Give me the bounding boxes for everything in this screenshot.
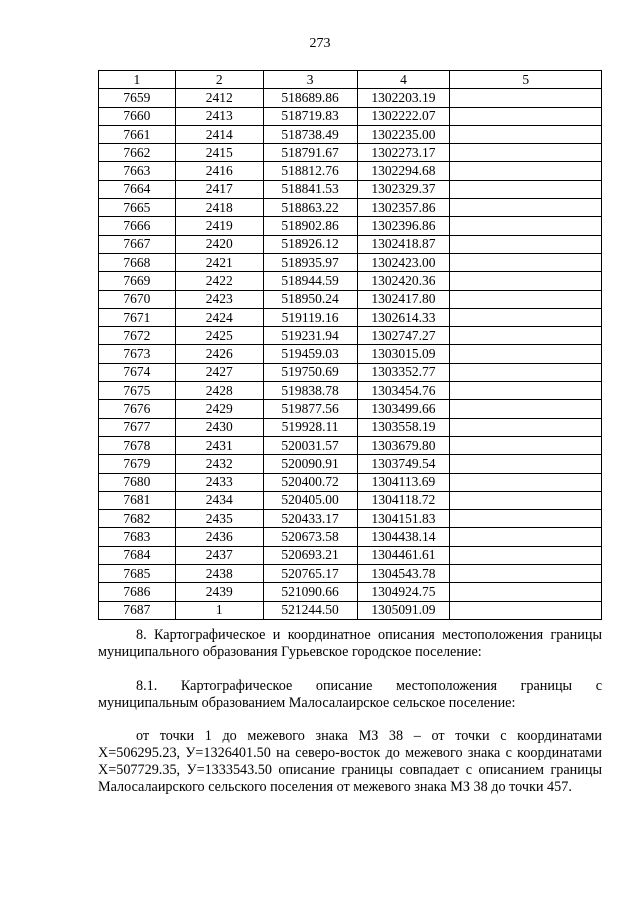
table-cell: 518689.86	[263, 89, 357, 107]
table-cell: 7670	[99, 290, 176, 308]
table-cell: 519459.03	[263, 345, 357, 363]
table-cell: 2416	[175, 162, 263, 180]
table-cell: 1304461.61	[357, 546, 450, 564]
table-row	[99, 455, 602, 473]
table-cell: 1303499.66	[357, 400, 450, 418]
table-cell: 2415	[175, 144, 263, 162]
table-cell: 520673.58	[263, 528, 357, 546]
table-row	[99, 345, 602, 363]
table-cell	[450, 345, 602, 363]
table-row	[99, 528, 602, 546]
table-row	[99, 436, 602, 454]
column-header: 2	[175, 71, 263, 89]
table-row	[99, 601, 602, 619]
table-cell: 1304113.69	[357, 473, 450, 491]
table-cell: 2413	[175, 107, 263, 125]
table-row	[99, 272, 602, 290]
table-cell: 520090.91	[263, 455, 357, 473]
table-row	[99, 217, 602, 235]
table-row	[99, 235, 602, 253]
table-row	[99, 180, 602, 198]
table-cell: 1304151.83	[357, 510, 450, 528]
table-cell: 7683	[99, 528, 176, 546]
table-cell: 2412	[175, 89, 263, 107]
table-cell: 7686	[99, 583, 176, 601]
table-cell: 518902.86	[263, 217, 357, 235]
table-cell: 518719.83	[263, 107, 357, 125]
table-cell: 520433.17	[263, 510, 357, 528]
table-cell: 1305091.09	[357, 601, 450, 619]
table-cell: 7677	[99, 418, 176, 436]
table-cell	[450, 199, 602, 217]
table-cell: 518863.22	[263, 199, 357, 217]
column-header: 5	[450, 71, 602, 89]
table-cell: 7678	[99, 436, 176, 454]
table-cell: 519877.56	[263, 400, 357, 418]
table-cell: 7661	[99, 125, 176, 143]
table-cell: 2437	[175, 546, 263, 564]
table-cell: 1303015.09	[357, 345, 450, 363]
table-row	[99, 510, 602, 528]
table-cell: 7679	[99, 455, 176, 473]
table-cell: 2433	[175, 473, 263, 491]
table-row	[99, 400, 602, 418]
table-cell: 2427	[175, 363, 263, 381]
table-cell: 7668	[99, 253, 176, 271]
table-cell: 7681	[99, 491, 176, 509]
table-cell	[450, 583, 602, 601]
table-cell: 1302747.27	[357, 327, 450, 345]
table-cell: 2439	[175, 583, 263, 601]
table-cell: 1	[175, 601, 263, 619]
table-cell: 520405.00	[263, 491, 357, 509]
table-cell: 7674	[99, 363, 176, 381]
table-cell: 2428	[175, 382, 263, 400]
table-row	[99, 418, 602, 436]
table-cell: 2418	[175, 199, 263, 217]
table-cell: 1302329.37	[357, 180, 450, 198]
table-cell: 7662	[99, 144, 176, 162]
table-cell: 1302294.68	[357, 162, 450, 180]
table-cell	[450, 107, 602, 125]
table-cell: 7676	[99, 400, 176, 418]
table-cell	[450, 528, 602, 546]
table-cell	[450, 400, 602, 418]
table-cell: 2436	[175, 528, 263, 546]
table-cell: 2422	[175, 272, 263, 290]
table-cell: 1303679.80	[357, 436, 450, 454]
table-cell: 7684	[99, 546, 176, 564]
table-cell: 1302396.86	[357, 217, 450, 235]
table-cell: 2420	[175, 235, 263, 253]
table-cell: 519750.69	[263, 363, 357, 381]
table-row	[99, 290, 602, 308]
table-cell: 1304118.72	[357, 491, 450, 509]
table-row	[99, 327, 602, 345]
table-cell: 7672	[99, 327, 176, 345]
section-8-paragraph	[98, 627, 602, 661]
table-cell	[450, 455, 602, 473]
table-cell: 1303749.54	[357, 455, 450, 473]
table-cell: 2424	[175, 308, 263, 326]
boundary-description-paragraph	[98, 728, 602, 796]
table-cell	[450, 546, 602, 564]
table-cell: 1304924.75	[357, 583, 450, 601]
table-cell: 1302418.87	[357, 235, 450, 253]
table-cell	[450, 180, 602, 198]
table-cell	[450, 382, 602, 400]
table-cell	[450, 290, 602, 308]
table-cell	[450, 418, 602, 436]
table-cell: 7664	[99, 180, 176, 198]
table-cell: 1302420.36	[357, 272, 450, 290]
table-row	[99, 363, 602, 381]
table-cell: 7663	[99, 162, 176, 180]
table-cell	[450, 308, 602, 326]
page-number: 273	[309, 36, 331, 51]
table-cell: 520400.72	[263, 473, 357, 491]
table-cell: 1302423.00	[357, 253, 450, 271]
table-cell: 7665	[99, 199, 176, 217]
table-cell: 2419	[175, 217, 263, 235]
table-cell: 518738.49	[263, 125, 357, 143]
table-cell: 2426	[175, 345, 263, 363]
table-cell	[450, 510, 602, 528]
table-cell: 518841.53	[263, 180, 357, 198]
paragraph-text: 8.1. Картографическое описание местоположения границы с муниципальным образованием Малосалаирское сельское поселение:	[98, 678, 602, 711]
table-cell	[450, 125, 602, 143]
table-cell	[450, 565, 602, 583]
table-cell: 519119.16	[263, 308, 357, 326]
table-cell: 2431	[175, 436, 263, 454]
column-header: 1	[99, 71, 176, 89]
table-cell: 1304438.14	[357, 528, 450, 546]
table-row	[99, 308, 602, 326]
table-cell: 2421	[175, 253, 263, 271]
table-row	[99, 89, 602, 107]
table-cell: 2430	[175, 418, 263, 436]
table-cell: 1302273.17	[357, 144, 450, 162]
table-cell: 518935.97	[263, 253, 357, 271]
table-cell	[450, 89, 602, 107]
table-cell	[450, 436, 602, 454]
table-cell: 518791.67	[263, 144, 357, 162]
column-header: 3	[263, 71, 357, 89]
table-row	[99, 253, 602, 271]
table-cell: 1302222.07	[357, 107, 450, 125]
table-cell: 521090.66	[263, 583, 357, 601]
table-cell: 7660	[99, 107, 176, 125]
table-cell: 2423	[175, 290, 263, 308]
table-cell: 2432	[175, 455, 263, 473]
table-cell: 518812.76	[263, 162, 357, 180]
table-cell: 519928.11	[263, 418, 357, 436]
table-cell	[450, 473, 602, 491]
table-cell: 1303352.77	[357, 363, 450, 381]
table-cell: 2435	[175, 510, 263, 528]
table-cell: 7680	[99, 473, 176, 491]
table-cell: 7685	[99, 565, 176, 583]
table-cell	[450, 363, 602, 381]
table-cell	[450, 272, 602, 290]
table-body	[99, 89, 602, 620]
table-cell	[450, 144, 602, 162]
table-cell: 2425	[175, 327, 263, 345]
paragraph-text: от точки 1 до межевого знака МЗ 38 – от точки с координатами X=506295.23, У=1326401.50 на северо-восток до межевого знака с координатами X=507729.35, У=1333543.50 описание границы совпадает с описанием границы Малосалаирского сельского поселения от межевого знака МЗ 38 до точки 457.	[98, 728, 602, 795]
table-cell: 7682	[99, 510, 176, 528]
table-cell: 2414	[175, 125, 263, 143]
table-cell: 1303558.19	[357, 418, 450, 436]
table-cell: 1304543.78	[357, 565, 450, 583]
table-row	[99, 565, 602, 583]
table-row	[99, 583, 602, 601]
table-cell	[450, 235, 602, 253]
table-cell: 518926.12	[263, 235, 357, 253]
table-cell	[450, 601, 602, 619]
table-cell: 1303454.76	[357, 382, 450, 400]
table-cell: 1302417.80	[357, 290, 450, 308]
table-row	[99, 107, 602, 125]
table-cell: 520693.21	[263, 546, 357, 564]
table-cell: 520765.17	[263, 565, 357, 583]
table-cell: 7687	[99, 601, 176, 619]
table-cell	[450, 327, 602, 345]
table-cell: 521244.50	[263, 601, 357, 619]
table-cell: 1302357.86	[357, 199, 450, 217]
coordinates-table	[98, 70, 602, 620]
table-cell	[450, 162, 602, 180]
table-row	[99, 144, 602, 162]
table-cell: 518950.24	[263, 290, 357, 308]
table-cell: 7666	[99, 217, 176, 235]
table-row	[99, 546, 602, 564]
table-cell: 2417	[175, 180, 263, 198]
table-cell: 520031.57	[263, 436, 357, 454]
table-row	[99, 162, 602, 180]
table-cell: 1302614.33	[357, 308, 450, 326]
table-cell: 7671	[99, 308, 176, 326]
table-cell: 7675	[99, 382, 176, 400]
table-cell: 519231.94	[263, 327, 357, 345]
column-header: 4	[357, 71, 450, 89]
table-cell	[450, 491, 602, 509]
table-cell: 2434	[175, 491, 263, 509]
table-row	[99, 199, 602, 217]
table-cell: 7667	[99, 235, 176, 253]
table-cell: 7669	[99, 272, 176, 290]
table-row	[99, 125, 602, 143]
table-cell: 2429	[175, 400, 263, 418]
table-header-row	[99, 71, 602, 89]
table-row	[99, 473, 602, 491]
table-cell: 1302235.00	[357, 125, 450, 143]
paragraph-text: 8. Картографическое и координатное описания местоположения границы муниципального образования Гурьевское городское поселение:	[98, 627, 602, 660]
table-cell: 518944.59	[263, 272, 357, 290]
table-cell: 2438	[175, 565, 263, 583]
table-cell	[450, 217, 602, 235]
table-cell: 1302203.19	[357, 89, 450, 107]
table-cell: 519838.78	[263, 382, 357, 400]
table-cell: 7659	[99, 89, 176, 107]
table-cell: 7673	[99, 345, 176, 363]
table-row	[99, 491, 602, 509]
table-cell	[450, 253, 602, 271]
section-8-1-paragraph	[98, 678, 602, 712]
table-row	[99, 382, 602, 400]
